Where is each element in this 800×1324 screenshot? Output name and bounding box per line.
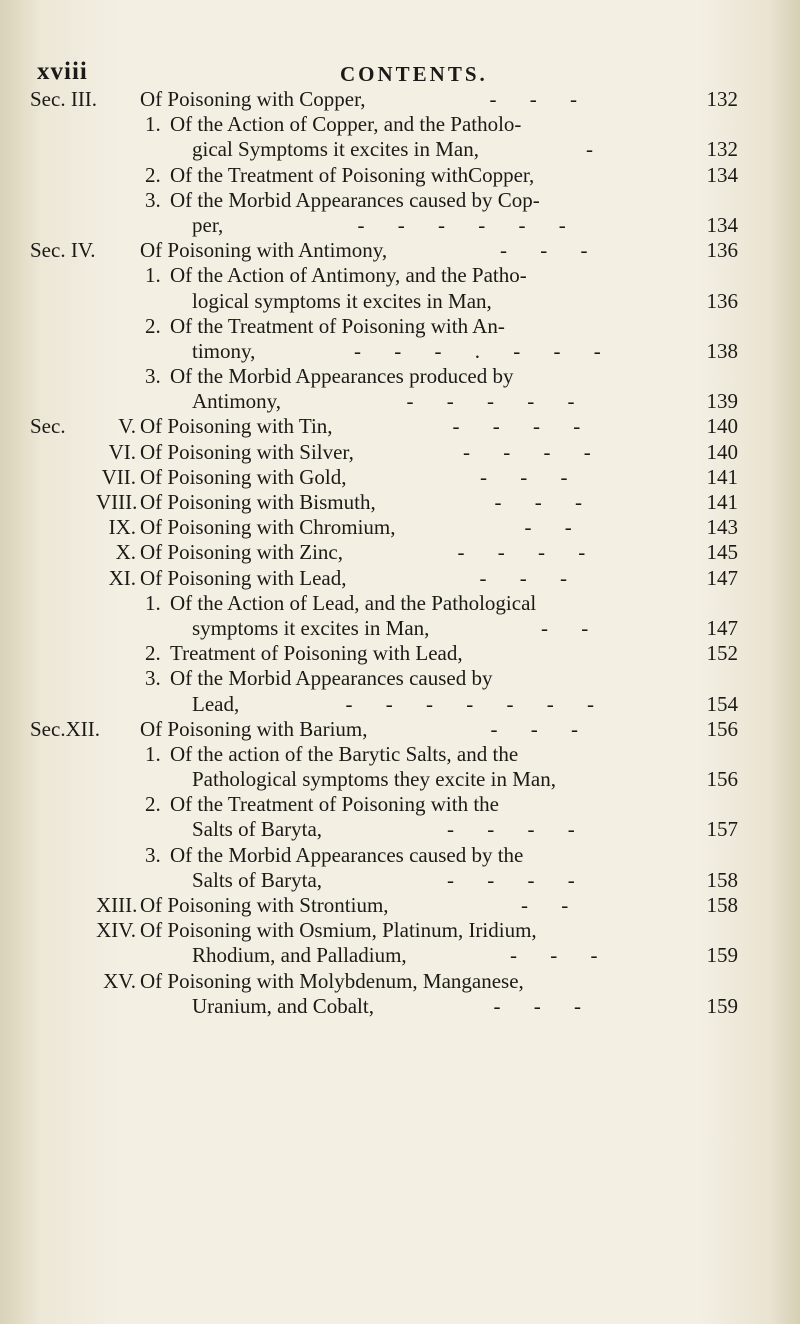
section-number: XIV. [96,918,136,943]
entry-title: Rhodium, and Palladium, [192,943,407,968]
entry-title: Of Poisoning with Gold, [140,464,347,489]
toc-entry [0,137,800,162]
entry-title: timony, [192,338,256,363]
toc-entry [0,994,800,1019]
dot-leader: - - - [489,87,591,111]
subsection-number: 2. [145,641,161,666]
toc-entry [0,943,800,968]
toc-entry [0,918,800,943]
subsection-number: 3. [145,187,161,212]
entry-title: Of Poisoning with Zinc, [140,540,343,565]
toc-entry [0,767,800,792]
section-number: VI. [108,439,136,464]
dot-leader: - - - - [463,439,605,464]
page-reference: 159 [706,993,738,1018]
toc-entry [0,440,800,465]
toc-entry [0,87,800,112]
entry-title: Treatment of Poisoning with Lead, [170,641,463,666]
toc-entry [0,490,800,515]
toc-entry [0,692,800,717]
toc-entry [0,666,800,691]
toc-entry [0,540,800,565]
entry-title: Of the Action of Lead, and the Pathological [170,590,537,615]
dot-leader: - - - [480,464,582,489]
subsection-number: 2. [145,313,161,338]
section-label: Sec. IV. [30,238,96,263]
entry-title: Salts of Baryta, [192,867,323,892]
page-reference: 156 [706,767,738,792]
page-number: xviii [37,58,88,85]
dot-leader: - - - - - - - [345,691,608,716]
subsection-number: 1. [145,112,161,137]
toc-entry [0,339,800,364]
subsection-number: 1. [145,590,161,615]
entry-title: Of the Morbid Appearances caused by the [170,842,524,867]
page-reference: 139 [706,389,738,414]
entry-title: logical symptoms it excites in Man, [192,288,492,313]
toc-entry [0,188,800,213]
toc-entry [0,893,800,918]
entry-title: Of the Morbid Appearances caused by [170,666,493,691]
dot-leader: - - - . - - - [354,338,615,363]
running-head: CONTENTS. [340,62,488,86]
page-reference: 156 [706,716,738,741]
toc-entry [0,868,800,893]
toc-entry [0,969,800,994]
toc-entry [0,515,800,540]
dot-leader: - - - - [457,540,600,565]
dot-leader: - - [541,615,603,640]
page-reference: 147 [706,565,738,590]
page-reference: 132 [706,87,738,111]
entry-title: Of Poisoning with Copper, [140,87,366,111]
entry-title: Salts of Baryta, [192,817,323,842]
section-number: IX. [108,515,136,540]
toc-entry [0,792,800,817]
dot-leader: - - - - - - [357,212,580,237]
entry-title: Of Poisoning with Bismuth, [140,490,376,514]
dot-leader: - [586,137,607,162]
dot-leader: - - - [479,565,581,590]
page-reference: 159 [706,943,738,968]
entry-title: Of the Morbid Appearances produced by [170,364,514,389]
toc-entry [0,112,800,137]
dot-leader: - - - [500,238,602,263]
dot-leader: - - [524,515,586,540]
section-number: XI. [108,565,136,590]
entry-title: Of Poisoning with Tin, [140,414,333,439]
section-number: VIII. [96,490,138,514]
toc-entry [0,817,800,842]
page-reference: 134 [706,212,738,237]
entry-title: Of Poisoning with Lead, [140,565,347,590]
dot-leader: - - - - [447,867,589,892]
toc-entry [0,616,800,641]
page-reference: 152 [706,641,738,666]
entry-title: Of Poisoning with Barium, [140,716,368,741]
entry-title: symptoms it excites in Man, [192,615,430,640]
page-reference: 141 [706,490,738,514]
toc-entry [0,263,800,288]
section-label: Sec.XII. [30,716,100,741]
page-reference: 140 [706,439,738,464]
entry-title: Lead, [192,691,240,716]
page-reference: 147 [706,615,738,640]
toc-entry [0,591,800,616]
entry-title: Of the Treatment of Poisoning with An- [170,313,505,338]
toc-entry [0,289,800,314]
entry-title: per, [192,212,224,237]
page-reference: 136 [706,288,738,313]
toc-entry [0,238,800,263]
page-header [0,58,800,88]
subsection-number: 2. [145,792,161,817]
dot-leader: - - - [490,716,592,741]
section-number: VII. [101,464,136,489]
section-number: XIII. [96,893,138,917]
subsection-number: 3. [145,364,161,389]
toc-entry [0,414,800,439]
toc-entry [0,314,800,339]
subsection-number: 1. [145,741,161,766]
section-number: X. [115,540,136,565]
dot-leader: - - - - [447,817,589,842]
entry-title: Of the Treatment of Poisoning with the [170,792,499,817]
subsection-number: 2. [145,162,161,187]
table-of-contents [0,87,800,1019]
page-reference: 141 [706,464,738,489]
page-reference: 154 [706,691,738,716]
page-reference: 158 [706,867,738,892]
page-reference: 158 [706,893,738,917]
entry-title: Of Poisoning with Antimony, [140,238,388,263]
dot-leader: - - - - [452,414,595,439]
toc-entry [0,641,800,666]
entry-title: Antimony, [192,389,282,414]
page-reference: 157 [706,817,738,842]
subsection-number: 3. [145,842,161,867]
subsection-number: 3. [145,666,161,691]
page-reference: 140 [706,414,738,439]
entry-title: Of the action of the Barytic Salts, and the [170,741,519,766]
toc-entry [0,843,800,868]
toc-entry [0,465,800,490]
subsection-number: 1. [145,263,161,288]
entry-title: gical Symptoms it excites in Man, [192,137,479,162]
toc-entry [0,742,800,767]
page-reference: 132 [706,137,738,162]
section-label: Sec. [30,414,66,439]
toc-entry [0,717,800,742]
section-number: XV. [103,968,136,993]
entry-title: Uranium, and Cobalt, [192,993,374,1018]
entry-title: Of Poisoning with Chromium, [140,515,396,540]
entry-title: Of Poisoning with Silver, [140,439,354,464]
toc-entry [0,364,800,389]
dot-leader: - - - [494,490,596,514]
dot-leader: - - [521,893,583,917]
entry-title: Of the Action of Copper, and the Patholo- [170,112,522,137]
toc-entry [0,163,800,188]
entry-title: Of Poisoning with Strontium, [140,893,389,917]
page-reference: 138 [706,338,738,363]
page-reference: 143 [706,515,738,540]
entry-title: Of the Morbid Appearances caused by Cop- [170,187,540,212]
toc-entry [0,389,800,414]
entry-title: Of Poisoning with Molybdenum, Manganese, [140,968,524,993]
dot-leader: - - - - - [406,389,589,414]
entry-title: Of the Action of Antimony, and the Patho- [170,263,527,288]
section-label: Sec. III. [30,87,98,111]
entry-title: Of Poisoning with Osmium, Platinum, Iridium, [140,918,537,943]
dot-leader: - - - [510,943,612,968]
entry-title: Of the Treatment of Poisoning withCopper, [170,162,535,187]
entry-title: Pathological symptoms they excite in Man, [192,767,556,792]
page-reference: 136 [706,238,738,263]
page-reference: 145 [706,540,738,565]
toc-entry [0,566,800,591]
section-number: V. [118,414,136,439]
page-reference: 134 [706,162,738,187]
dot-leader: - - - [493,993,595,1018]
toc-entry [0,213,800,238]
